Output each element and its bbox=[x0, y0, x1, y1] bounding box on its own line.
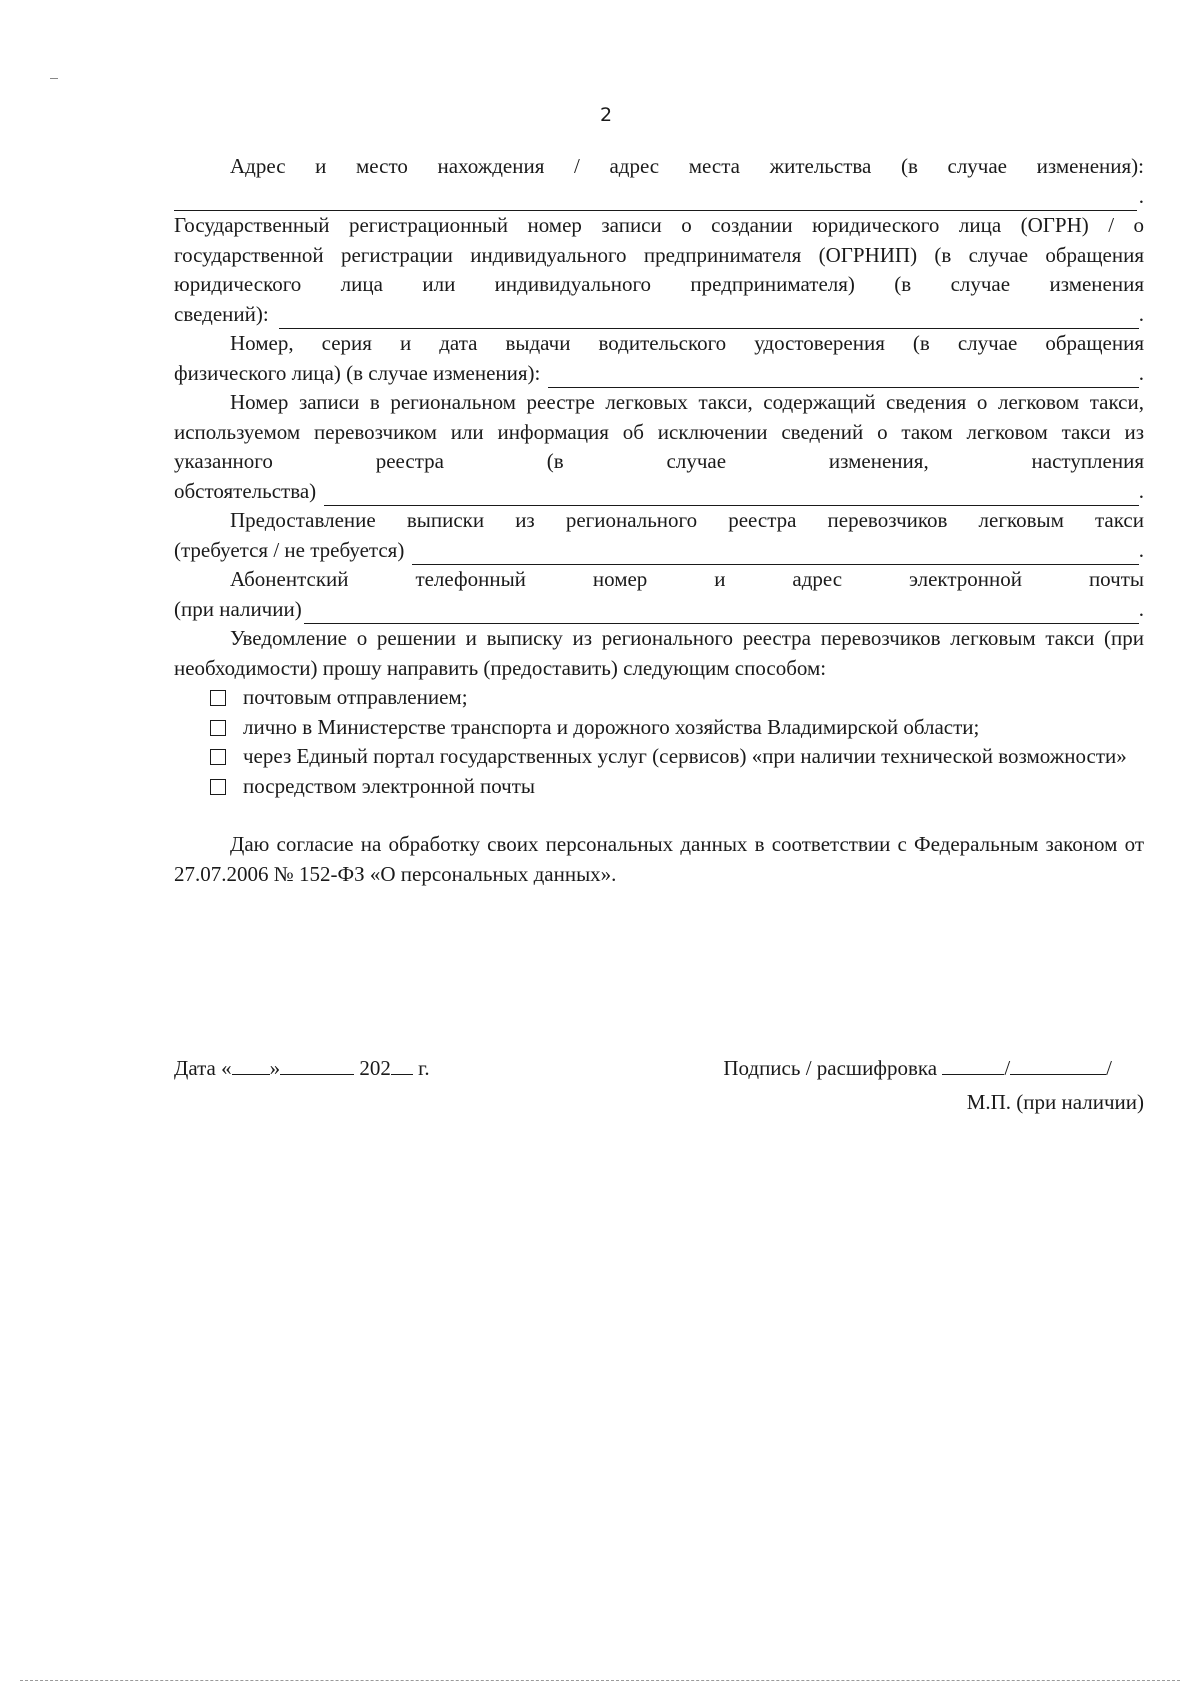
contacts-end: . bbox=[1138, 596, 1144, 621]
date-signature-row bbox=[174, 1054, 1144, 1084]
slash: / bbox=[1004, 1056, 1011, 1080]
contacts-blank[interactable] bbox=[304, 603, 1139, 624]
checkbox[interactable] bbox=[210, 690, 226, 706]
contacts-word: адрес bbox=[792, 567, 843, 591]
date-prefix: Дата « bbox=[174, 1056, 232, 1080]
extract-blank[interactable] bbox=[412, 544, 1138, 565]
signature-block bbox=[174, 1054, 1144, 1117]
registry-tail: обстоятельства) bbox=[174, 478, 317, 503]
contacts-field[interactable] bbox=[174, 595, 1144, 625]
scan-edge-line bbox=[20, 1680, 1180, 1681]
license-blank[interactable] bbox=[548, 367, 1138, 388]
delivery-option-email[interactable] bbox=[174, 772, 1144, 802]
stamp-label: М.П. (при наличии) bbox=[966, 1089, 1144, 1114]
year-blank[interactable] bbox=[391, 1056, 413, 1075]
checkbox[interactable] bbox=[210, 779, 226, 795]
registry-label: Номер записи в региональном реестре легковых такси, содержащий сведения о легковом такси, используемом перевозчиком или информация об исключении сведений о таком легковом такси из указанного реестра (в случае изменения, наступления bbox=[174, 390, 1144, 473]
contacts-label bbox=[174, 565, 1144, 595]
signature-blank[interactable] bbox=[942, 1056, 1004, 1075]
consent-text: Даю согласие на обработку своих персональных данных в соответствии с Федеральным законом от 27.07.2006 № 152-ФЗ «О персональных данных». bbox=[174, 832, 1144, 886]
address-field[interactable] bbox=[174, 182, 1144, 212]
license-label: Номер, серия и дата выдачи водительского удостоверения (в случае обращения bbox=[230, 331, 1144, 355]
checkbox[interactable] bbox=[210, 720, 226, 736]
address-blank[interactable] bbox=[174, 190, 1137, 211]
address-label: Адрес и место нахождения / адрес места жительства (в случае изменения): bbox=[230, 154, 1144, 178]
page-number: 2 bbox=[599, 104, 613, 126]
contacts-word: почты bbox=[1088, 567, 1144, 591]
contacts-tail: (при наличии) bbox=[174, 596, 302, 621]
date-mid: » bbox=[269, 1056, 281, 1080]
extract-field[interactable] bbox=[174, 536, 1144, 566]
delivery-option-in-person[interactable] bbox=[174, 713, 1144, 743]
contacts-word: номер bbox=[592, 567, 648, 591]
delivery-option-gosuslugi[interactable] bbox=[174, 742, 1144, 772]
ogrn-field[interactable] bbox=[174, 300, 1144, 330]
option-label: через Единый портал государственных услуг (сервисов) «при наличии технической возможности» bbox=[243, 744, 1127, 768]
form-body bbox=[174, 152, 1144, 889]
checkbox[interactable] bbox=[210, 749, 226, 765]
slash: / bbox=[1106, 1056, 1112, 1080]
extract-label: Предоставление выписки из регионального реестра перевозчиков легковым такси bbox=[230, 508, 1144, 532]
notification-label: Уведомление о решении и выписку из регионального реестра перевозчиков легковым такси (при необходимости) прошу направить (предоставить) следующим способом: bbox=[174, 626, 1144, 680]
ogrn-end: . bbox=[1138, 301, 1144, 326]
signature-label: Подпись / расшифровка bbox=[723, 1056, 938, 1080]
delivery-options bbox=[174, 683, 1144, 801]
option-label: почтовым отправлением; bbox=[243, 685, 468, 709]
contacts-word: Абонентский bbox=[230, 567, 349, 591]
registry-blank[interactable] bbox=[324, 485, 1139, 506]
year-suffix: г. bbox=[418, 1056, 430, 1080]
signature-field[interactable] bbox=[723, 1054, 1112, 1084]
year-prefix: 202 bbox=[359, 1056, 391, 1080]
extract-tail: (требуется / не требуется) bbox=[174, 537, 405, 562]
ogrn-tail: сведений): bbox=[174, 301, 269, 326]
option-label: посредством электронной почты bbox=[243, 773, 536, 798]
registry-field[interactable] bbox=[174, 477, 1144, 507]
ogrn-blank[interactable] bbox=[279, 308, 1139, 329]
address-end: . bbox=[1138, 183, 1144, 208]
delivery-option-post[interactable] bbox=[174, 683, 1144, 713]
ogrn-label: Государственный регистрационный номер записи о создании юридического лица (ОГРН) / о государственной регистрации индивидуального предпринимателя (ОГРНИП) (в случае обращения юридического лица или индивидуального предпринимателя) (в случае изменения bbox=[174, 213, 1144, 296]
license-end: . bbox=[1138, 360, 1144, 385]
date-field[interactable] bbox=[174, 1054, 430, 1084]
day-blank[interactable] bbox=[232, 1056, 270, 1075]
registry-end: . bbox=[1138, 478, 1144, 503]
license-tail: физического лица) (в случае изменения): bbox=[174, 360, 541, 385]
month-blank[interactable] bbox=[280, 1056, 354, 1075]
extract-end: . bbox=[1138, 537, 1144, 562]
contacts-word: телефонный bbox=[415, 567, 526, 591]
contacts-word: и bbox=[714, 567, 726, 591]
license-field[interactable] bbox=[174, 359, 1144, 389]
name-blank[interactable] bbox=[1010, 1056, 1106, 1075]
contacts-word: электронной bbox=[909, 567, 1023, 591]
scan-artifact bbox=[50, 78, 58, 79]
option-label: лично в Министерстве транспорта и дорожного хозяйства Владимирской области; bbox=[243, 714, 980, 739]
